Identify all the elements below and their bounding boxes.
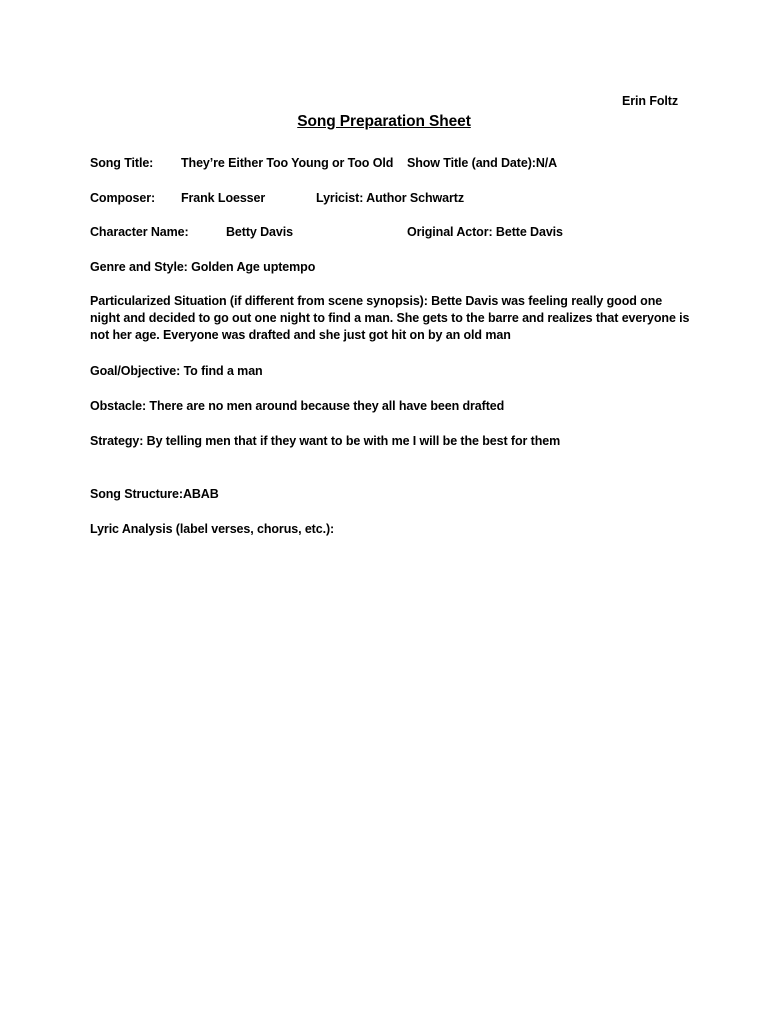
song-structure: Song Structure:ABAB bbox=[90, 487, 219, 501]
author-name: Erin Foltz bbox=[622, 94, 678, 108]
strategy: Strategy: By telling men that if they want to be with me I will be the best for them bbox=[90, 434, 561, 448]
original-actor: Original Actor: Bette Davis bbox=[407, 225, 563, 239]
lyricist: Lyricist: Author Schwartz bbox=[316, 191, 464, 205]
song-title-value: They’re Either Too Young or Too Old bbox=[181, 156, 394, 170]
lyric-analysis: Lyric Analysis (label verses, chorus, etc.): bbox=[90, 522, 335, 536]
show-title: Show Title (and Date):N/A bbox=[407, 156, 558, 170]
page-title: Song Preparation Sheet bbox=[297, 113, 471, 130]
composer-label: Composer: bbox=[90, 191, 156, 205]
genre-style: Genre and Style: Golden Age uptempo bbox=[90, 260, 316, 274]
song-title-label: Song Title: bbox=[90, 156, 154, 170]
goal-objective: Goal/Objective: To find a man bbox=[90, 364, 263, 378]
character-label: Character Name: bbox=[90, 225, 189, 239]
obstacle: Obstacle: There are no men around because they all have been drafted bbox=[90, 399, 505, 413]
composer-value: Frank Loesser bbox=[181, 191, 266, 205]
character-value: Betty Davis bbox=[226, 225, 293, 239]
particularized-situation: Particularized Situation (if different from scene synopsis): Bette Davis was feeling really good one night and decided to go out one night to find a man. She gets to the barre and realizes that everyone is not her age. Everyone was drafted and she just got hit on by an old man bbox=[90, 294, 690, 342]
